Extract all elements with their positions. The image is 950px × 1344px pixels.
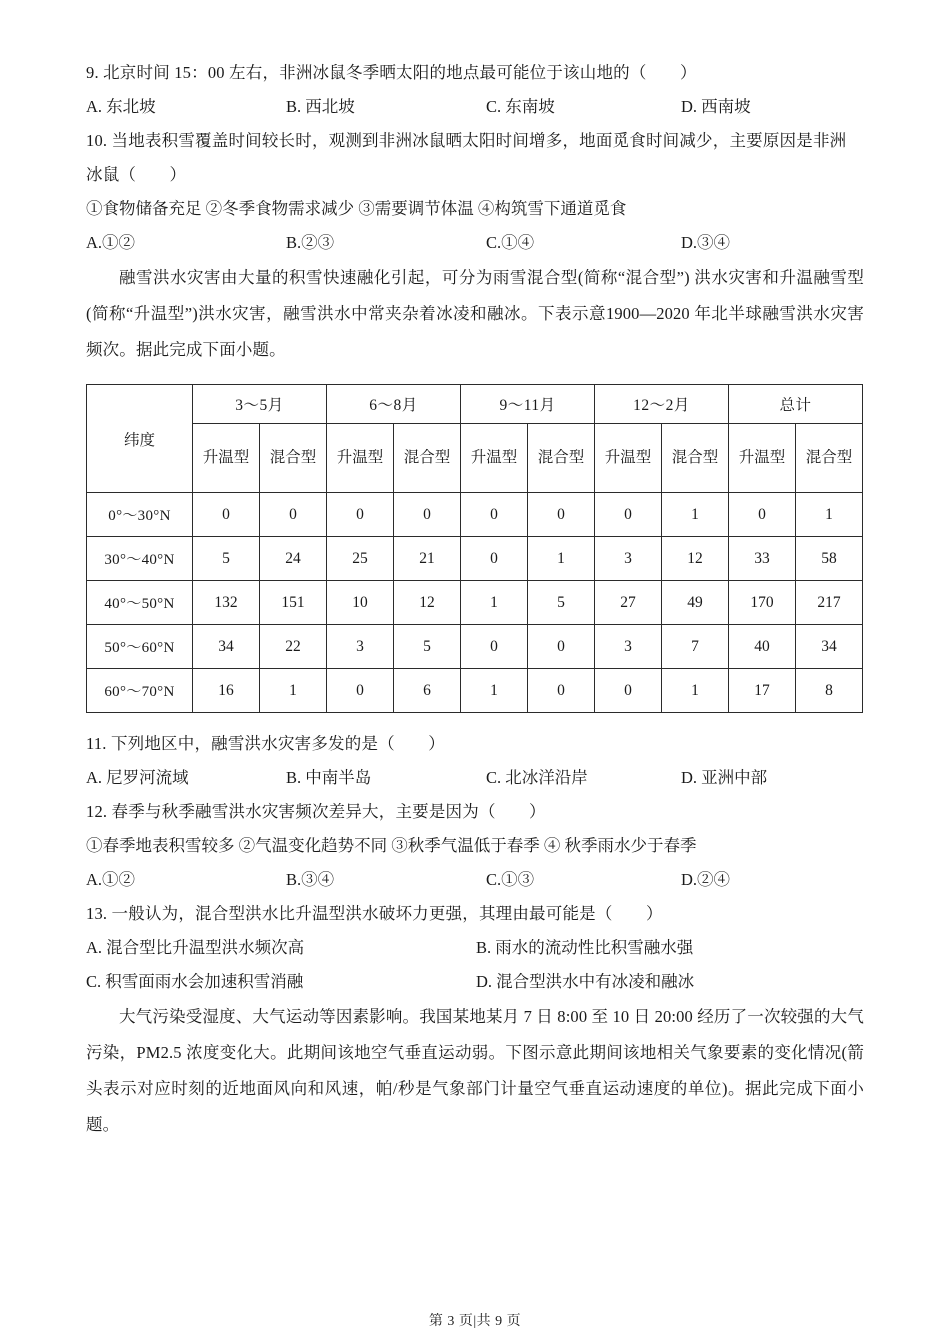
snowmelt-flood-table-wrapper	[86, 384, 864, 713]
question-9-stem: 9. 北京时间 15：00 左右，非洲冰鼠冬季晒太阳的地点最可能位于该山地的（ ）	[86, 63, 697, 82]
table-cell-1-8: 33	[729, 537, 796, 581]
q13-option-a[interactable]: A. 混合型比升温型洪水频次高	[86, 938, 305, 957]
table-header-row-types	[87, 424, 863, 493]
table-cell-2-9: 217	[796, 581, 863, 625]
table-row-1-latitude: 30°～40°N	[87, 537, 193, 581]
table-cell-0-2: 0	[327, 493, 394, 537]
table-cell-4-7: 1	[662, 669, 729, 713]
question-10-stem-line-1: 10. 当地表积雪覆盖时间较长时，观测到非洲冰鼠晒太阳时间增多，地面觅食时间减少，主要原因是非洲	[86, 131, 847, 150]
table-row-0-latitude: 0°～30°N	[87, 493, 193, 537]
table-cell-1-5: 1	[528, 537, 595, 581]
table-cell-3-9: 34	[796, 625, 863, 669]
table-season-header-3: 12～2月	[595, 385, 729, 424]
table-row	[87, 669, 863, 713]
table-cell-3-1: 22	[260, 625, 327, 669]
table-cell-2-5: 5	[528, 581, 595, 625]
table-cell-1-1: 24	[260, 537, 327, 581]
passage-snowmelt-flood: 融雪洪水灾害由大量的积雪快速融化引起，可分为雨雪混合型(简称“混合型”) 洪水灾害和升温融雪型(简称“升温型”)洪水灾害，融雪洪水中常夹杂着冰凌和融冰。下表示意1900—2020 年北半球融雪洪水灾害频次。据此完成下面小题。	[86, 268, 864, 359]
table-cell-4-3: 6	[394, 669, 461, 713]
q10-option-a[interactable]: A.①②	[86, 233, 136, 252]
table-cell-1-7: 12	[662, 537, 729, 581]
table-type-header-0-0: 升温型	[193, 424, 260, 493]
table-cell-1-9: 58	[796, 537, 863, 581]
table-cell-2-8: 170	[729, 581, 796, 625]
table-season-header-4: 总计	[729, 385, 863, 424]
table-cell-4-4: 1	[461, 669, 528, 713]
question-12-statements: ①春季地表积雪较多 ②气温变化趋势不同 ③秋季气温低于春季 ④ 秋季雨水少于春季	[86, 836, 697, 855]
q11-option-d[interactable]: D. 亚洲中部	[681, 768, 768, 787]
table-cell-0-8: 0	[729, 493, 796, 537]
table-cell-1-3: 21	[394, 537, 461, 581]
q9-option-a[interactable]: A. 东北坡	[86, 97, 156, 116]
question-11-options	[86, 761, 864, 795]
passage-air-pollution: 大气污染受湿度、大气运动等因素影响。我国某地某月 7 日 8:00 至 10 日 20:00 经历了一次较强的大气污染，PM2.5 浓度变化大。此期间该地空气垂直运动弱。下图示意此期间该地相关气象要素的变化情况(箭头表示对应时刻的近地面风向和风速，帕/秒是气象部门计量空气垂直运动速度的单位)。据此完成下面小题。	[86, 1007, 864, 1134]
q11-option-b[interactable]: B. 中南半岛	[286, 768, 372, 787]
q12-option-a[interactable]: A.①②	[86, 870, 136, 889]
table-cell-2-7: 49	[662, 581, 729, 625]
q12-option-d[interactable]: D.②④	[681, 870, 731, 889]
question-9-options	[86, 90, 864, 124]
table-cell-4-6: 0	[595, 669, 662, 713]
question-10-statements: ①食物储备充足 ②冬季食物需求减少 ③需要调节体温 ④构筑雪下通道觅食	[86, 199, 627, 218]
table-cell-0-9: 1	[796, 493, 863, 537]
table-cell-2-6: 27	[595, 581, 662, 625]
q9-option-d[interactable]: D. 西南坡	[681, 97, 751, 116]
table-cell-2-1: 151	[260, 581, 327, 625]
table-head	[87, 385, 863, 493]
page-footer: 第 3 页|共 9 页	[428, 1314, 522, 1329]
table-cell-4-8: 17	[729, 669, 796, 713]
table-cell-4-1: 1	[260, 669, 327, 713]
question-10-options	[86, 226, 864, 260]
table-cell-0-0: 0	[193, 493, 260, 537]
table-cell-1-0: 5	[193, 537, 260, 581]
table-type-header-1-0: 升温型	[327, 424, 394, 493]
table-row	[87, 493, 863, 537]
table-cell-3-6: 3	[595, 625, 662, 669]
question-10-stem-line-2: 冰鼠（ ）	[86, 165, 187, 184]
table-type-header-3-0: 升温型	[595, 424, 662, 493]
table-season-header-1: 6～8月	[327, 385, 461, 424]
table-cell-4-0: 16	[193, 669, 260, 713]
table-header-row-seasons	[87, 385, 863, 424]
table-cell-0-7: 1	[662, 493, 729, 537]
q13-option-c[interactable]: C. 积雪面雨水会加速积雪消融	[86, 972, 304, 991]
table-row	[87, 625, 863, 669]
table-cell-2-3: 12	[394, 581, 461, 625]
table-cell-0-6: 0	[595, 493, 662, 537]
table-cell-3-2: 3	[327, 625, 394, 669]
q10-option-b[interactable]: B.②③	[286, 233, 335, 252]
table-cell-0-5: 0	[528, 493, 595, 537]
table-cell-2-0: 132	[193, 581, 260, 625]
table-row	[87, 537, 863, 581]
q13-option-b[interactable]: B. 雨水的流动性比积雪融水强	[476, 938, 694, 957]
table-cell-3-7: 7	[662, 625, 729, 669]
table-cell-3-0: 34	[193, 625, 260, 669]
table-cell-4-2: 0	[327, 669, 394, 713]
table-row-4-latitude: 60°～70°N	[87, 669, 193, 713]
snowmelt-flood-frequency-table	[86, 384, 863, 713]
table-cell-1-2: 25	[327, 537, 394, 581]
question-11-stem: 11. 下列地区中，融雪洪水灾害多发的是（ ）	[86, 734, 445, 753]
table-cell-2-4: 1	[461, 581, 528, 625]
table-cell-4-5: 0	[528, 669, 595, 713]
table-row-3-latitude: 50°～60°N	[87, 625, 193, 669]
q10-option-c[interactable]: C.①④	[486, 233, 535, 252]
table-type-header-4-0: 升温型	[729, 424, 796, 493]
table-cell-3-4: 0	[461, 625, 528, 669]
table-type-header-1-1: 混合型	[394, 424, 461, 493]
table-cell-2-2: 10	[327, 581, 394, 625]
question-12-options	[86, 863, 864, 897]
q11-option-c[interactable]: C. 北冰洋沿岸	[486, 768, 588, 787]
table-cell-4-9: 8	[796, 669, 863, 713]
table-type-header-2-1: 混合型	[528, 424, 595, 493]
q12-option-c[interactable]: C.①③	[486, 870, 535, 889]
question-13-options	[86, 931, 864, 999]
table-type-header-0-1: 混合型	[260, 424, 327, 493]
table-season-header-2: 9～11月	[461, 385, 595, 424]
table-cell-3-5: 0	[528, 625, 595, 669]
table-cell-0-3: 0	[394, 493, 461, 537]
q13-option-d[interactable]: D. 混合型洪水中有冰凌和融冰	[476, 972, 695, 991]
q9-option-c[interactable]: C. 东南坡	[486, 97, 555, 116]
table-cell-3-8: 40	[729, 625, 796, 669]
table-type-header-2-0: 升温型	[461, 424, 528, 493]
question-13-stem: 13. 一般认为，混合型洪水比升温型洪水破坏力更强，其理由最可能是（ ）	[86, 904, 663, 923]
table-cell-0-4: 0	[461, 493, 528, 537]
question-12-stem: 12. 春季与秋季融雪洪水灾害频次差异大，主要是因为（ ）	[86, 802, 546, 821]
table-season-header-0: 3～5月	[193, 385, 327, 424]
table-cell-1-6: 3	[595, 537, 662, 581]
table-type-header-4-1: 混合型	[796, 424, 863, 493]
q11-option-a[interactable]: A. 尼罗河流域	[86, 768, 189, 787]
q12-option-b[interactable]: B.③④	[286, 870, 335, 889]
q9-option-b[interactable]: B. 西北坡	[286, 97, 355, 116]
table-cell-0-1: 0	[260, 493, 327, 537]
table-type-header-3-1: 混合型	[662, 424, 729, 493]
table-corner-latitude-label: 纬度	[87, 385, 193, 493]
table-body	[87, 493, 863, 713]
table-row-2-latitude: 40°～50°N	[87, 581, 193, 625]
q10-option-d[interactable]: D.③④	[681, 233, 731, 252]
table-cell-3-3: 5	[394, 625, 461, 669]
table-cell-1-4: 0	[461, 537, 528, 581]
table-row	[87, 581, 863, 625]
